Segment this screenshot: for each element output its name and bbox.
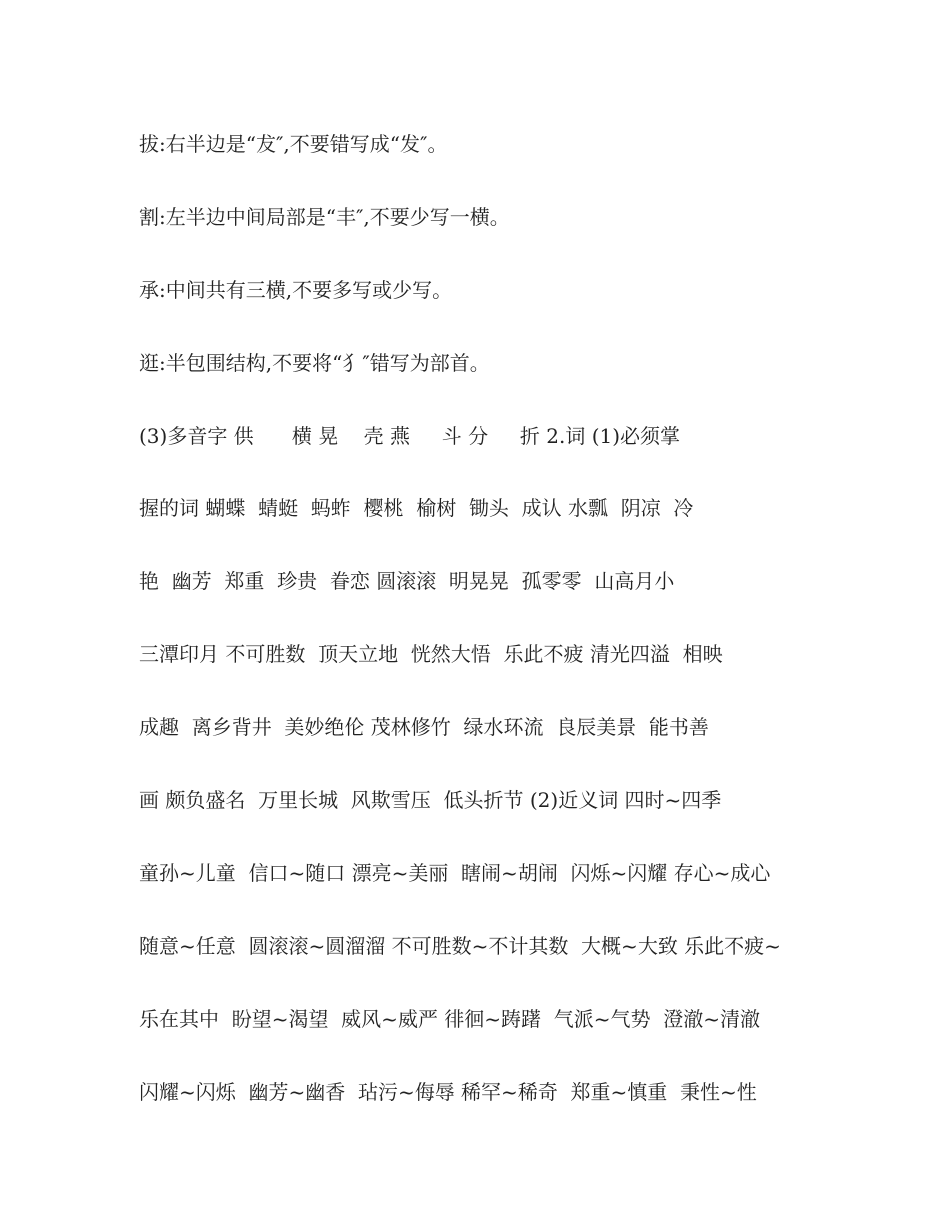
text-line: 成趣 离乡背井 美妙绝伦 茂林修竹 绿水环流 良辰美景 能书善: [139, 715, 709, 740]
text-line: 逛:半包围结构,不要将“犭″错写为部首。: [139, 350, 490, 375]
text-line: 三潭印月 不可胜数 顶天立地 恍然大悟 乐此不疲 清光四溢 相映: [139, 642, 723, 667]
text-line: 闪耀~闪烁 幽芳~幽香 玷污~侮辱 稀罕~稀奇 郑重~慎重 秉性~性: [139, 1079, 757, 1104]
text-body: [139, 126, 839, 1146]
text-line: 拔:右半边是“犮″,不要错写成“发″。: [139, 132, 448, 156]
text-line: (3)多音字 供 横 晃 壳 燕 斗 分 折 2.词 (1)必须掌: [139, 423, 681, 448]
text-line: 艳 幽芳 郑重 珍贵 眷恋 圆滚滚 明晃晃 孤零零 山高月小: [139, 569, 675, 594]
text-line: 画 颇负盛名 万里长城 风欺雪压 低头折节 (2)近义词 四时~四季: [139, 788, 722, 813]
text-line: 割:左半边中间局部是“丰″,不要少写一横。: [139, 204, 510, 229]
text-line: 握的词 蝴蝶 蜻蜓 蚂蚱 樱桃 榆树 锄头 成认 水瓢 阴凉 冷: [139, 496, 694, 521]
text-line: 随意~任意 圆滚滚~圆溜溜 不可胜数~不计其数 大概~大致 乐此不疲~: [139, 933, 781, 958]
text-line: 承:中间共有三横,不要多写或少写。: [139, 277, 453, 302]
text-line: 童孙~儿童 信口~随口 漂亮~美丽 瞎闹~胡闹 闪烁~闪耀 存心~成心: [139, 860, 771, 885]
text-line: 乐在其中 盼望~渴望 威风~威严 徘徊~踌躇 气派~气势 澄澈~清澈: [139, 1006, 761, 1031]
